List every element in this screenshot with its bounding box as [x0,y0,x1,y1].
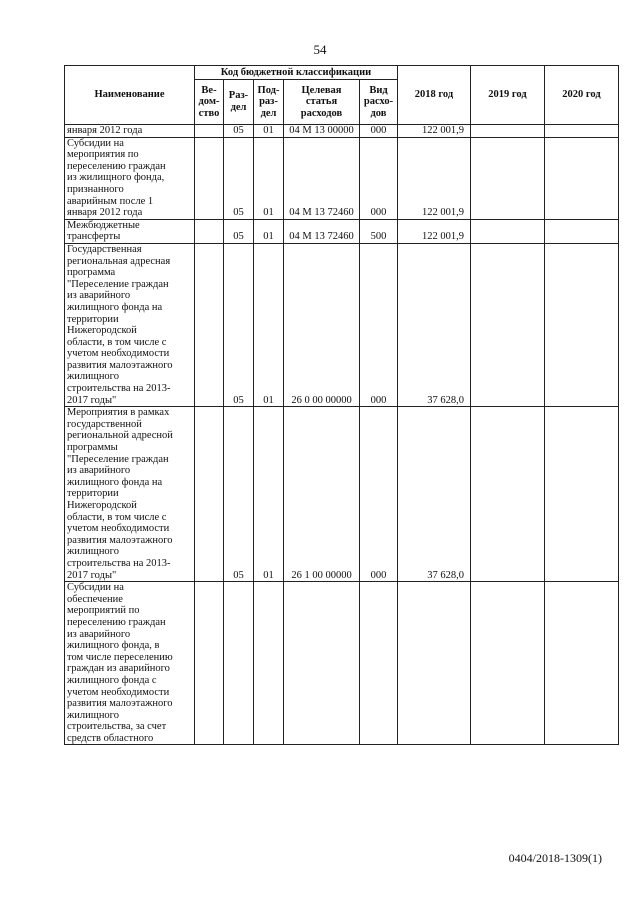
row-amount-2020 [545,582,619,745]
row-razdel: 05 [224,137,254,219]
header-vid: Вид расхо- дов [360,80,398,125]
row-name: Субсидии на мероприятия по переселению граждан из жилищного фонда, признанного аварийным после 1 января 2012 года [65,137,195,219]
row-podrazdel: 01 [254,137,284,219]
table-row [65,137,619,219]
row-amount-2019 [471,407,545,582]
header-name: Наименование [65,66,195,125]
row-amount-2018: 37 628,0 [398,243,471,406]
row-amount-2019 [471,125,545,138]
row-article: 26 1 00 00000 [284,407,360,582]
row-amount-2020 [545,407,619,582]
row-vid: 000 [360,407,398,582]
row-article: 04 М 13 00000 [284,125,360,138]
row-name: января 2012 года [65,125,195,138]
row-amount-2018: 122 001,9 [398,219,471,243]
row-razdel: 05 [224,407,254,582]
row-vedomstvo [195,125,224,138]
row-vid [360,582,398,745]
row-name: Субсидии на обеспечение мероприятий по переселению граждан из аварийного жилищного фонда, в том числе переселению граждан из аварийного жилищного фонда с учетом необходимости развития малоэтажного жилищного строительства, за счет средств областного [65,582,195,745]
header-razdel: Раз- дел [224,80,254,125]
row-article: 26 0 00 00000 [284,243,360,406]
row-razdel: 05 [224,243,254,406]
row-vedomstvo [195,407,224,582]
row-name: Государственная региональная адресная программа "Переселение граждан из аварийного жилищного фонда на территории Нижегородской области, в том числе с учетом необходимости развития малоэтажного жилищного строительства на 2013- 2017 годы" [65,243,195,406]
budget-table [64,65,619,745]
row-amount-2020 [545,243,619,406]
row-podrazdel [254,582,284,745]
row-vedomstvo [195,582,224,745]
page-number: 54 [313,42,327,57]
row-amount-2019 [471,243,545,406]
row-vedomstvo [195,243,224,406]
header-classification-group: Код бюджетной классификации [195,66,398,80]
row-amount-2019 [471,219,545,243]
table-row [65,407,619,582]
row-amount-2018: 122 001,9 [398,137,471,219]
row-amount-2018 [398,582,471,745]
row-podrazdel: 01 [254,125,284,138]
row-article [284,582,360,745]
header-vedomstvo: Ве- дом- ство [195,80,224,125]
table-row [65,582,619,745]
row-article: 04 М 13 72460 [284,137,360,219]
row-amount-2019 [471,137,545,219]
row-amount-2018: 122 001,9 [398,125,471,138]
row-podrazdel: 01 [254,407,284,582]
row-article: 04 М 13 72460 [284,219,360,243]
row-vedomstvo [195,219,224,243]
row-podrazdel: 01 [254,219,284,243]
row-podrazdel: 01 [254,243,284,406]
header-article: Целевая статья расходов [284,80,360,125]
row-razdel [224,582,254,745]
row-amount-2020 [545,125,619,138]
table-row [65,125,619,138]
document-code: 0404/2018-1309(1) [508,851,602,865]
row-razdel: 05 [224,125,254,138]
header-2020: 2020 год [545,66,619,125]
row-vid: 500 [360,219,398,243]
header-2018: 2018 год [398,66,471,125]
row-name: Межбюджетные трансферты [65,219,195,243]
row-amount-2018: 37 628,0 [398,407,471,582]
header-podrazdel: Под- раз- дел [254,80,284,125]
header-2019: 2019 год [471,66,545,125]
row-amount-2019 [471,582,545,745]
row-amount-2020 [545,137,619,219]
row-razdel: 05 [224,219,254,243]
row-vid: 000 [360,137,398,219]
row-vid: 000 [360,125,398,138]
row-vedomstvo [195,137,224,219]
row-name: Мероприятия в рамках государственной региональной адресной программы "Переселение граждан из аварийного жилищного фонда на территории Нижегородской области, в том числе с учетом необходимости развития малоэтажного жилищного строительства на 2013- 2017 годы" [65,407,195,582]
table-row [65,243,619,406]
row-vid: 000 [360,243,398,406]
table-row [65,219,619,243]
row-amount-2020 [545,219,619,243]
